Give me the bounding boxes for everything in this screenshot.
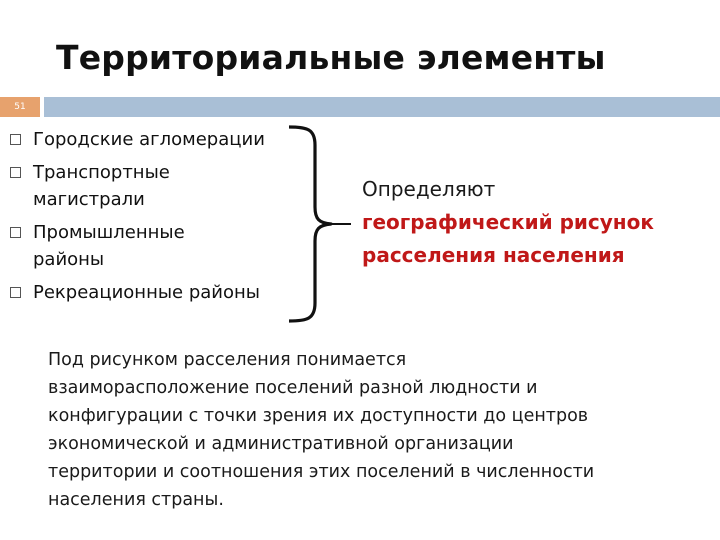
right-brace-icon (285, 123, 355, 325)
paragraph-line: экономической и административной организации (48, 434, 514, 454)
bullet-label-line1: Промышленные (33, 222, 185, 243)
bullet-label: Рекреационные районы (33, 282, 260, 303)
paragraph-line: Под рисунком расселения понимается (48, 350, 407, 370)
paragraph-line: территории и соотношения этих поселений в численности (48, 462, 595, 482)
definition-paragraph (48, 346, 688, 514)
list-item (10, 126, 310, 153)
checkbox-bullet-icon (10, 227, 21, 238)
result-line-2: географический рисунок (362, 210, 654, 234)
list-item (10, 219, 310, 273)
paragraph-line: населения страны. (48, 490, 224, 510)
header-bar (44, 97, 720, 117)
slide-number: 51 (0, 97, 40, 117)
list-item (10, 159, 310, 213)
result-line-3: расселения населения (362, 243, 625, 267)
bullet-label-line2: магистрали (33, 189, 145, 210)
checkbox-bullet-icon (10, 287, 21, 298)
bullet-label: Городские агломерации (33, 129, 265, 150)
bullet-label-line1: Транспортные (33, 162, 170, 183)
bullet-list (10, 126, 310, 312)
checkbox-bullet-icon (10, 167, 21, 178)
bullet-label-line2: районы (33, 249, 105, 270)
slide-title: Территориальные элементы (56, 38, 606, 77)
paragraph-line: конфигурации с точки зрения их доступности до центров (48, 406, 589, 426)
list-item (10, 279, 310, 306)
paragraph-line: взаиморасположение поселений разной людности и (48, 378, 538, 398)
result-text (362, 173, 712, 272)
result-line-1: Определяют (362, 177, 496, 201)
checkbox-bullet-icon (10, 134, 21, 145)
